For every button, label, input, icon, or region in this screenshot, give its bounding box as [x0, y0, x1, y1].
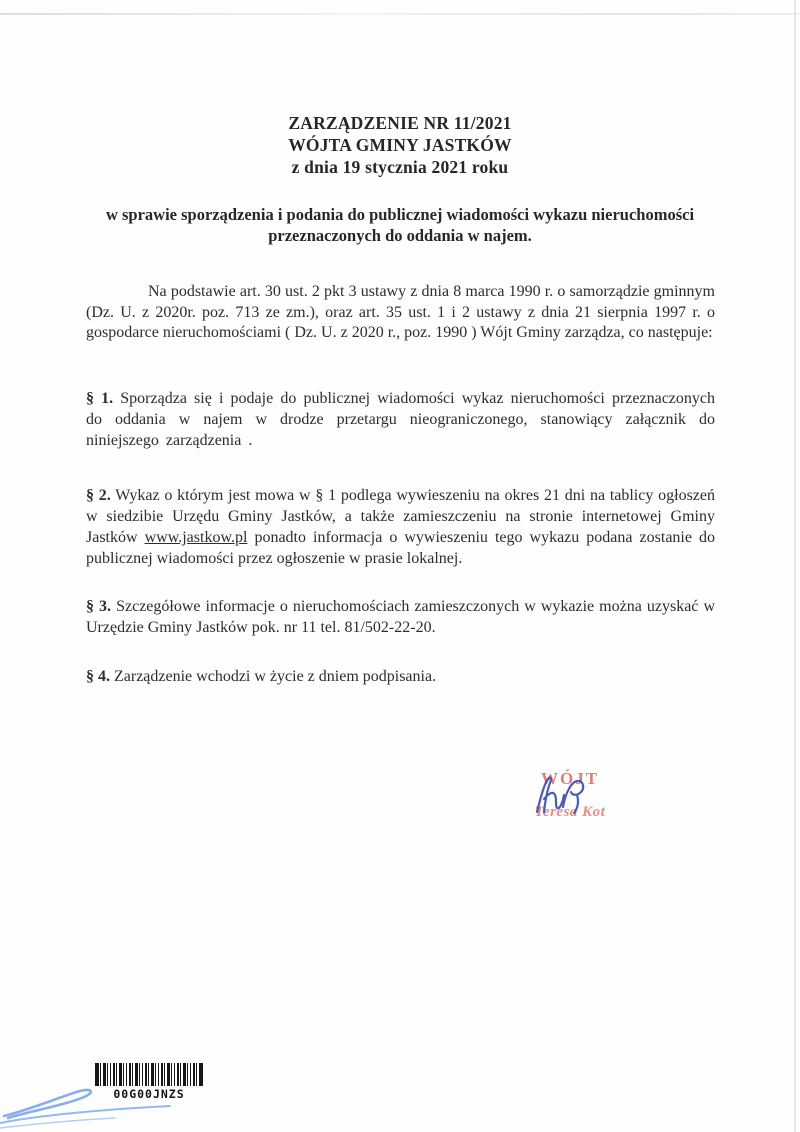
section-1-label: § 1.	[86, 390, 114, 407]
website-url-text: www.jastkow.pl	[144, 529, 248, 546]
section-3-label: § 3.	[86, 598, 112, 615]
document-title	[0, 112, 800, 178]
title-line-number: ZARZĄDZENIE NR 11/2021	[288, 113, 512, 133]
pen-scribble-icon	[0, 1082, 190, 1132]
barcode-value: 00G00JNZS	[113, 1087, 185, 1101]
handwritten-signature-icon	[532, 774, 592, 818]
section-3-text: Szczegółowe informacje o nieruchomościach zamieszczonych w wykazie można uzyskać w Urzędzie Gminy Jastków pok. nr 11 tel. 81/502-22-20.	[86, 598, 715, 636]
section-2-label: § 2.	[86, 487, 111, 504]
preamble-paragraph: Na podstawie art. 30 ust. 2 pkt 3 ustawy z dnia 8 marca 1990 r. o samorządzie gminnym (Dz. U. z 2020r. poz. 713 ze zm.), oraz art. 35 ust. 1 i 2 ustawy z dnia 21 sierpnia 1997 r. o gospodarce nieruchomościami ( Dz. U. z 2020 r., poz. 1990 ) Wójt Gminy zarządza, co następuje:	[86, 283, 715, 341]
section-3-paragraph	[86, 596, 715, 638]
section-4-label: § 4.	[86, 668, 110, 685]
section-1-text: Sporządza się i podaje do publicznej wiadomości wykaz nieruchomości przeznaczonych do oddania w najem w drodze przetargu nieograniczonego, stanowiący załącznik do niniejszego zarządzenia .	[86, 390, 715, 449]
stamp-office-title: WÓJT	[540, 769, 600, 788]
stamp-signer-name: Teresa Kot	[534, 804, 606, 820]
section-2-text-before: Wykaz o którym jest mowa w § 1 podlega wywieszeniu na okres 21 dni na tablicy ogłoszeń w siedzibie Urzędu Gminy Jastków, a także zamieszczeniu na stronie internetowej Gminy Jastków	[86, 487, 716, 546]
document-subject: w sprawie sporządzenia i podania do publicznej wiadomości wykazu nieruchomości przeznaczonych do oddania w najem.	[105, 205, 695, 245]
section-4-text: Zarządzenie wchodzi w życie z dniem podpisania.	[110, 668, 437, 685]
section-4-paragraph	[86, 666, 715, 687]
title-line-date: z dnia 19 stycznia 2021 roku	[291, 157, 509, 177]
title-line-issuer: WÓJTA GMINY JASTKÓW	[288, 135, 512, 155]
section-2-text-after: ponadto informacja o wywieszeniu tego wykazu podana zostanie do publicznej wiadomości przez ogłoszenie w prasie lokalnej.	[86, 529, 715, 567]
scan-artifact-top-line	[0, 13, 800, 15]
section-1-paragraph	[86, 388, 715, 451]
section-2-paragraph	[86, 485, 715, 569]
